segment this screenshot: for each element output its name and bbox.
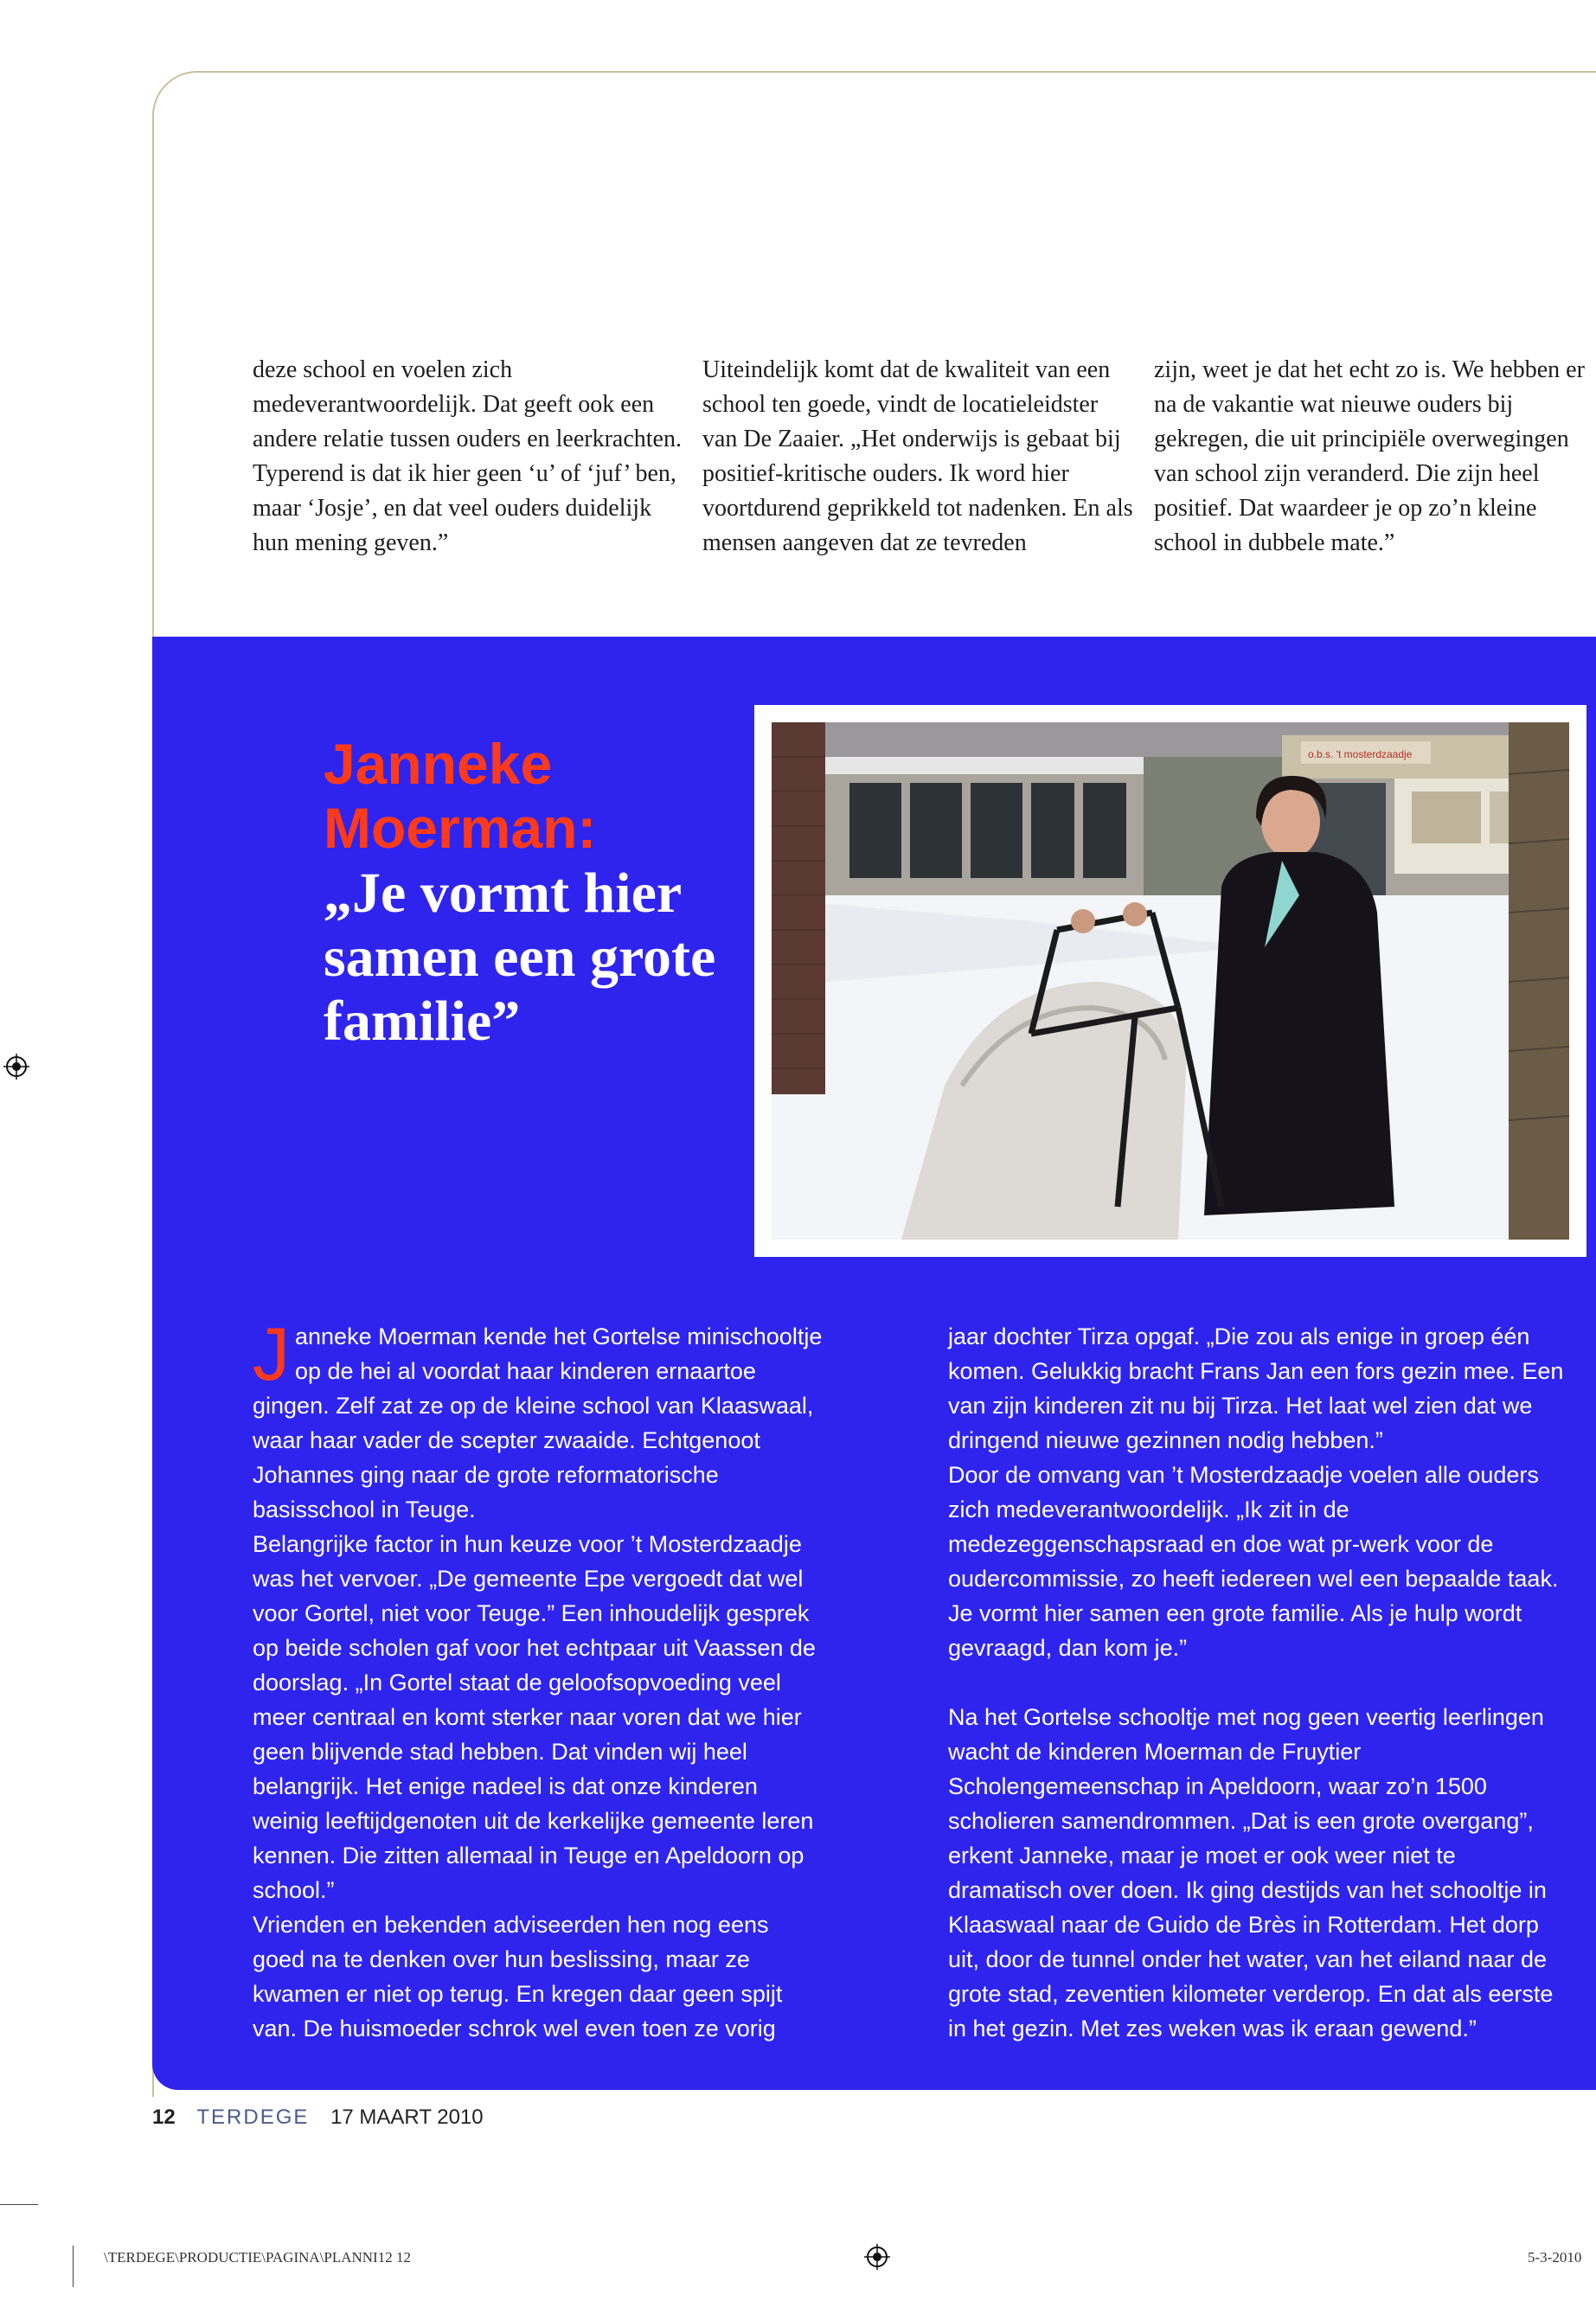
paragraph: Janneke Moerman kende het Gortelse minischooltje op de hei al voordat haar kinderen ernaartoe gingen. Zelf zat ze op de kleine school van Klaaswaal, waar haar vader de scepter zwaaide. Echtgenoot Johannes ging naar de grote reformatorische basisschool in Teuge. — [253, 1313, 823, 1522]
dropcap: J — [253, 1313, 290, 1396]
trim-mark — [0, 2204, 38, 2205]
page-footer — [152, 2106, 484, 2130]
paragraph: jaar dochter Tirza opgaf. „Die zou als enige in groep één komen. Gelukkig bracht Frans Jan een fors gezin mee. Een van zijn kinderen zit nu bij Tirza. Het laat wel zien dat we dringend nieuwe gezinnen nodig hebben.” — [948, 1324, 1564, 1453]
brick-wall — [772, 722, 825, 1094]
headline-quote: „Je vormt hier samen een grote familie” — [324, 862, 716, 1053]
issue-date: 17 MAART 2010 — [330, 2106, 484, 2129]
slug-path: \TERDEGE\PRODUCTIE\PAGINA\PLANNI12 12 — [104, 2249, 411, 2266]
trim-mark — [73, 2246, 74, 2287]
page-number: 12 — [152, 2106, 176, 2129]
magazine-name: TERDEGE — [196, 2106, 310, 2129]
paragraph: Belangrijke factor in hun keuze voor ’t Mosterdzaadje was het vervoer. „De gemeente Epe vergoedt dat wel voor Gortel, niet voor Teuge.” Een inhoudelijk gesprek op beide scholen gaf voor het echtpaar uit Vaassen de doorslag. „In Gortel staat de geloofsopvoeding veel meer centraal en komt sterker naar voren dat we hier geen blijvende stad hebben. Dat vinden wij heel belangrijk. Het enige nadeel is dat onze kinderen weinig leeftijdgenoten uit de kerkelijke gemeente leren kennen. Die zitten allemaal in Teuge en Apeldoorn op school.” — [253, 1531, 816, 1903]
top-column-1: deze school en voelen zich medeverantwoordelijk. Dat geeft ook een andere relatie tussen ouders en leerkrachten. Typerend is dat ik hier geen ‘u’ of ‘juf’ ben, maar ‘Josje’, en dat veel ouders duidelijk hun mening geven.” — [253, 356, 682, 556]
article-column-2 — [948, 1319, 1574, 2046]
top-column-2: Uiteindelijk komt dat de kwaliteit van een school ten goede, vindt de locatieleidster van De Zaaier. „Het onderwijs is gebaat bij positief-kritische ouders. Ik word hier voortdurend geprikkeld tot nadenken. En als mensen aangeven dat ze tevreden — [702, 356, 1133, 556]
article-column-1 — [253, 1313, 824, 2046]
top-column-3: zijn, weet je dat het echt zo is. We hebben er na de vakantie wat nieuwe ouders bij gekregen, die uit principiële overwegingen van school zijn veranderd. Die zijn heel positief. Dat waardeer je op zo’n kleine school in dubbele mate.” — [1154, 356, 1585, 556]
photo — [754, 705, 1586, 1257]
paragraph: Na het Gortelse schooltje met nog geen veertig leerlingen wacht de kinderen Moerman de Fruytier Scholengemeenschap in Apeldoorn, waar zo’n 1500 scholieren samendrommen. „Dat is een grote overgang”, erkent Janneke, maar je moet er ook weer niet te dramatisch over doen. Ik ging destijds van het schooltje in Klaaswaal naar de Guido de Brès in Rotterdam. Het dorp uit, door de tunnel onder het water, van het eiland naar de grote stad, zeventien kilometer verderop. En dat als eerste in het gezin. Met zes weken was ik eraan gewend.” — [948, 1704, 1554, 2041]
registration-mark-icon — [3, 1054, 29, 1080]
school-sign: o.b.s. 't mosterdzaadje — [1308, 748, 1413, 760]
woman-coat — [1204, 852, 1394, 1215]
photo-image — [772, 722, 1569, 1240]
registration-mark-icon — [864, 2244, 890, 2270]
paragraph: Door de omvang van ’t Mosterdzaadje voelen alle ouders zich medeverantwoordelijk. „Ik zit in de medezeggenschapsraad en doe wat pr-werk voor de oudercommissie, zo heeft iedereen wel een bepaalde taak. Je vormt hier samen een grote familie. Als je hulp wordt gevraagd, dan kom je.” — [948, 1462, 1559, 1661]
paragraph: Vrienden en bekenden adviseerden hen nog eens goed na te denken over hun beslissing, maar ze kwamen er niet op terug. En kregen daar geen spijt van. De huismoeder schrok wel even toen ze vorig — [253, 1912, 783, 2041]
headline-name: Janneke Moerman: — [324, 732, 597, 860]
slug-date: 5-3-2010 — [1528, 2249, 1582, 2266]
